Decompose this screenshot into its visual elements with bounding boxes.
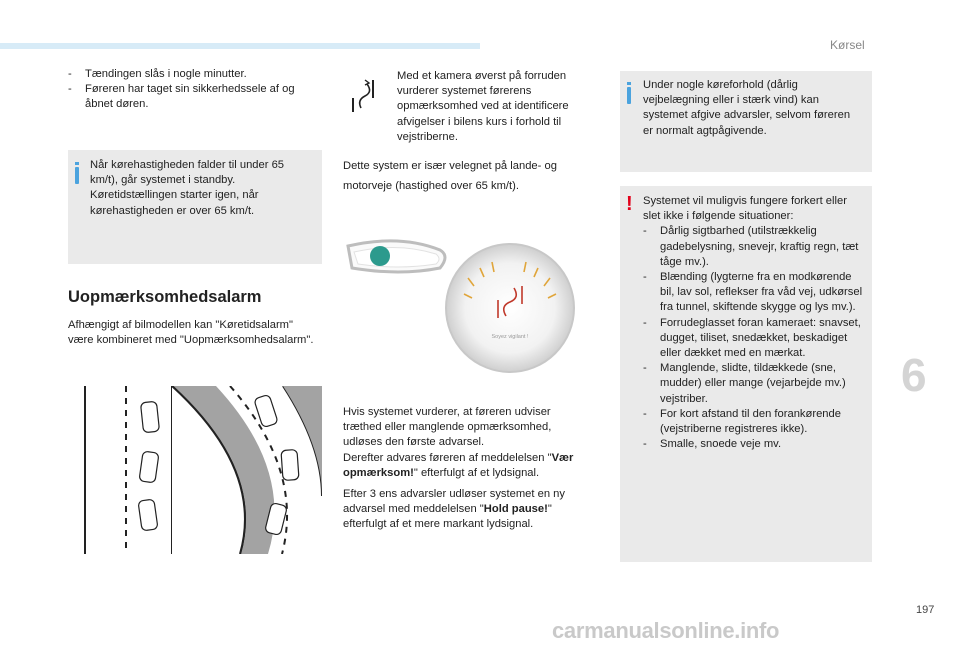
alert-message-2: Hold pause!: [483, 503, 548, 516]
info-text: Under nogle køreforhold (dårlig vejbelægning eller i stærk vind) kan systemet afgive advarsler, selvom føreren er normalt agtpågivende.: [643, 79, 851, 137]
header-accent-bar: [0, 43, 480, 49]
watermark: carmanualsonline.info: [552, 618, 780, 643]
list-item: - Forrudeglasset foran kameraet: snavset, dugget, tiliset, snedækket, beskadiget eller dækket med en mærkat.: [643, 316, 864, 362]
info-box-standby: [68, 150, 322, 264]
list-item: - Dårlig sigtbarhed (utilstrækkelig gadebelysning, snevejr, kraftig regn, tæt tåge mv.).: [643, 224, 864, 270]
paragraph: Med et kamera øverst på forruden vurderer systemet førerens opmærksomhed ved at identificere afvigelser i bilens kurs i forhold til vejstriberne.: [397, 70, 569, 143]
info-icon-bar: [75, 167, 79, 184]
info-text: Når kørehastigheden falder til under 65 km/t), går systemet i standby. Køretidstællingen starter igen, når kørehastigheden er over 65 km/t.: [90, 159, 285, 217]
paragraph: [343, 451, 580, 481]
info-icon: [75, 162, 79, 165]
instrument-cluster-illustration: [340, 228, 580, 378]
teal-indicator: [370, 246, 390, 266]
alert-message-1: Vær opmærksom!: [343, 451, 574, 479]
list-item: - Smalle, snoede veje mv.: [643, 437, 864, 452]
cluster-message: Soyez vigilant !: [491, 334, 529, 340]
list-item: - Manglende, slidte, tildækkede (sne, mudder) eller mange (vejarbejde mv.) vejstriber.: [643, 361, 864, 407]
text-segment: Derefter advares føreren af meddelelsen ": [343, 451, 552, 464]
camera-description: [397, 69, 577, 145]
list-item: - Føreren har taget sin sikkerhedssele af og åbnet døren.: [68, 82, 318, 112]
paragraph: [343, 487, 580, 533]
paragraph: Hvis systemet vurderer, at føreren udviser træthed eller manglende opmærksomhed, udløses den første advarsel.: [343, 406, 552, 449]
alert-description: [343, 405, 580, 533]
info-icon: [627, 82, 631, 85]
suitability-text: [343, 156, 578, 196]
section-title: Kørsel: [830, 38, 865, 52]
intro-paragraph: [68, 318, 318, 348]
page-number: 197: [916, 604, 935, 616]
text-segment: " efterfulgt af et lydsignal.: [413, 466, 540, 479]
paragraph: Dette system er især velegnet på lande- og motorveje (hastighed over 65 km/t).: [343, 160, 557, 192]
warning-box: [620, 186, 872, 562]
left-bullets: [68, 67, 318, 113]
text-segment: Efter 3 ens advarsler udløser systemet en ny advarsel med meddelelsen ": [343, 488, 565, 516]
section-heading: Uopmærksomhedsalarm: [68, 288, 262, 306]
list-item: - Blænding (lygterne fra en modkørende bil, lav sol, reflekser fra våd vej, udkørsel fra tunnel, skiftende skygge og lys mv.).: [643, 270, 864, 316]
paragraph: Afhængigt af bilmodellen kan "Køretidsalarm" være kombineret med "Uopmærksomhedsalarm".: [68, 319, 314, 347]
list-item: - For kort afstand til den forankørende (vejstriberne registreres ikke).: [643, 407, 864, 437]
info-box-conditions: [620, 71, 872, 172]
info-icon-bar: [627, 87, 631, 104]
text-segment: " efterfulgt af et mere markant lydsignal.: [343, 503, 552, 531]
warning-icon: !: [626, 193, 633, 215]
warning-intro: Systemet vil muligvis fungere forkert eller slet ikke i følgende situationer:: [643, 195, 847, 223]
lane-drift-icon: [345, 78, 381, 114]
list-item: - Tændingen slås i nogle minutter.: [68, 67, 318, 82]
road-lane-illustration: [68, 386, 322, 554]
chapter-number: 6: [901, 349, 927, 401]
